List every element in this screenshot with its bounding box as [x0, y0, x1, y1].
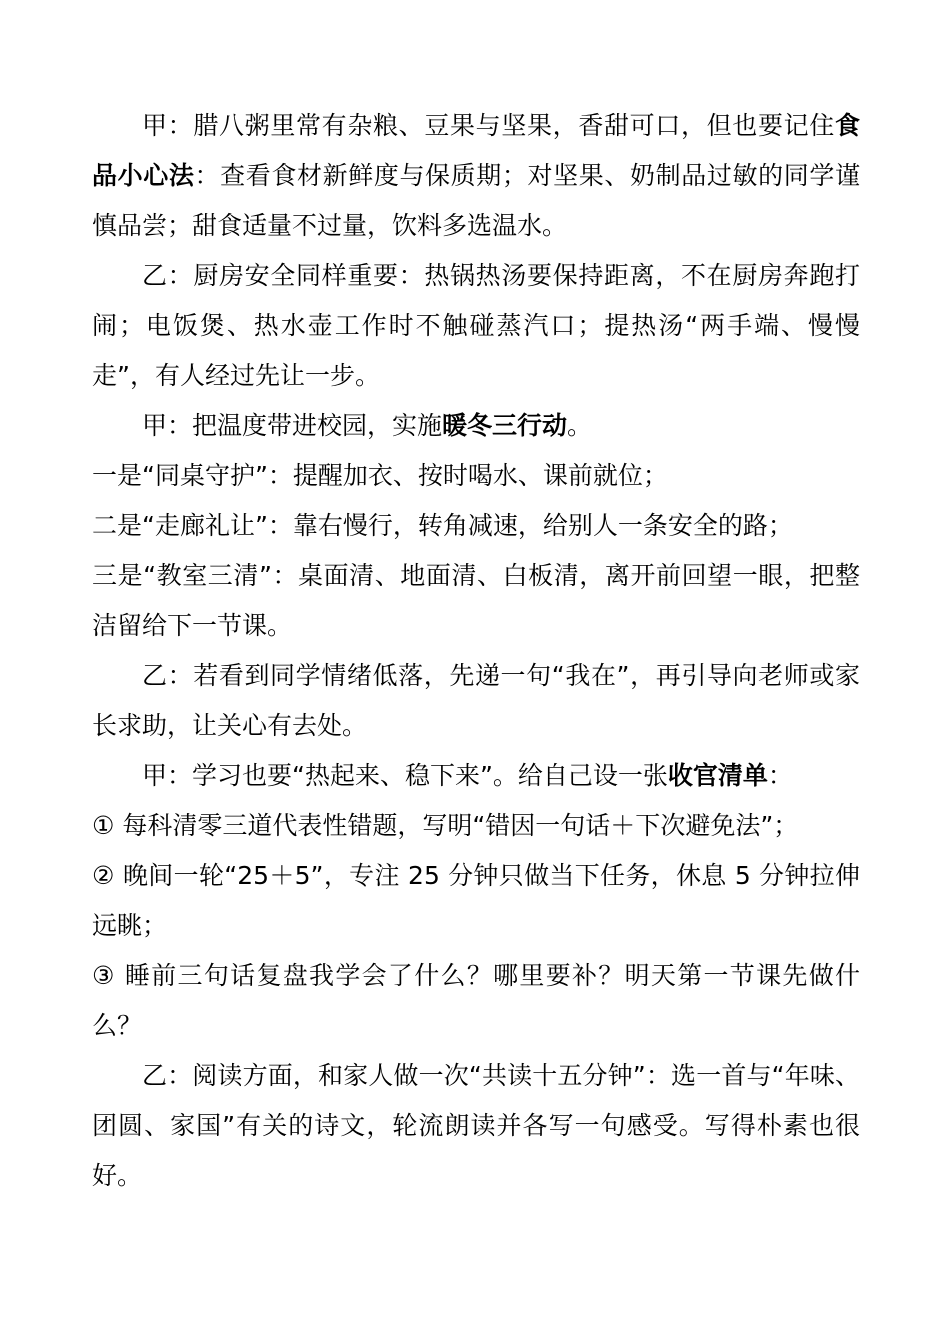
bold-phrase: 收官清单 — [667, 761, 768, 790]
text-run: ： — [767, 761, 793, 790]
paragraph — [92, 251, 860, 401]
document-body — [92, 101, 860, 1201]
text-run: ① 每科清零三道代表性错题，写明“错因一句话＋下次避免法”； — [92, 811, 799, 840]
text-run: ② 晚间一轮“25＋5”，专注 25 分钟只做当下任务，休息 5 分钟拉伸远眺； — [92, 861, 860, 940]
text-run: 甲：腊八粥里常有杂粮、豆果与坚果，香甜可口，但也要记住 — [142, 111, 835, 140]
text-run: 乙：厨房安全同样重要：热锅热汤要保持距离，不在厨房奔跑打闹；电饭煲、热水壶工作时不触碰蒸汽口；提热汤“两手端、慢慢走”，有人经过先让一步。 — [92, 261, 860, 390]
paragraph — [92, 501, 860, 551]
bold-phrase: 食品小心法 — [92, 111, 860, 190]
paragraph — [92, 851, 860, 951]
text-run: 甲：把温度带进校园，实施 — [142, 411, 443, 440]
text-run: 甲：学习也要“热起来、稳下来”。给自己设一张 — [142, 761, 668, 790]
bold-phrase: 暖冬三行动 — [442, 411, 568, 440]
paragraph — [92, 751, 860, 801]
text-run: ③ 睡前三句话复盘我学会了什么？哪里要补？明天第一节课先做什么？ — [92, 961, 860, 1040]
text-run: 二是“走廊礼让”：靠右慢行，转角减速，给别人一条安全的路； — [92, 511, 793, 540]
paragraph — [92, 401, 860, 451]
paragraph — [92, 1051, 860, 1201]
text-run: 三是“教室三清”：桌面清、地面清、白板清，离开前回望一眼，把整洁留给下一节课。 — [92, 561, 860, 640]
text-run: 乙：阅读方面，和家人做一次“共读十五分钟”：选一首与“年味、团圆、家国”有关的诗文，轮流朗读并各写一句感受。写得朴素也很好。 — [92, 1061, 860, 1190]
paragraph — [92, 651, 860, 751]
text-run: ：查看食材新鲜度与保质期；对坚果、奶制品过敏的同学谨慎品尝；甜食适量不过量，饮料多选温水。 — [92, 161, 860, 240]
paragraph — [92, 551, 860, 651]
text-run: 乙：若看到同学情绪低落，先递一句“我在”，再引导向老师或家长求助，让关心有去处。 — [92, 661, 860, 740]
paragraph — [92, 801, 860, 851]
paragraph — [92, 451, 860, 501]
text-run: 。 — [567, 411, 593, 440]
paragraph — [92, 101, 860, 251]
text-run: 一是“同桌守护”：提醒加衣、按时喝水、课前就位； — [92, 461, 668, 490]
paragraph — [92, 951, 860, 1051]
